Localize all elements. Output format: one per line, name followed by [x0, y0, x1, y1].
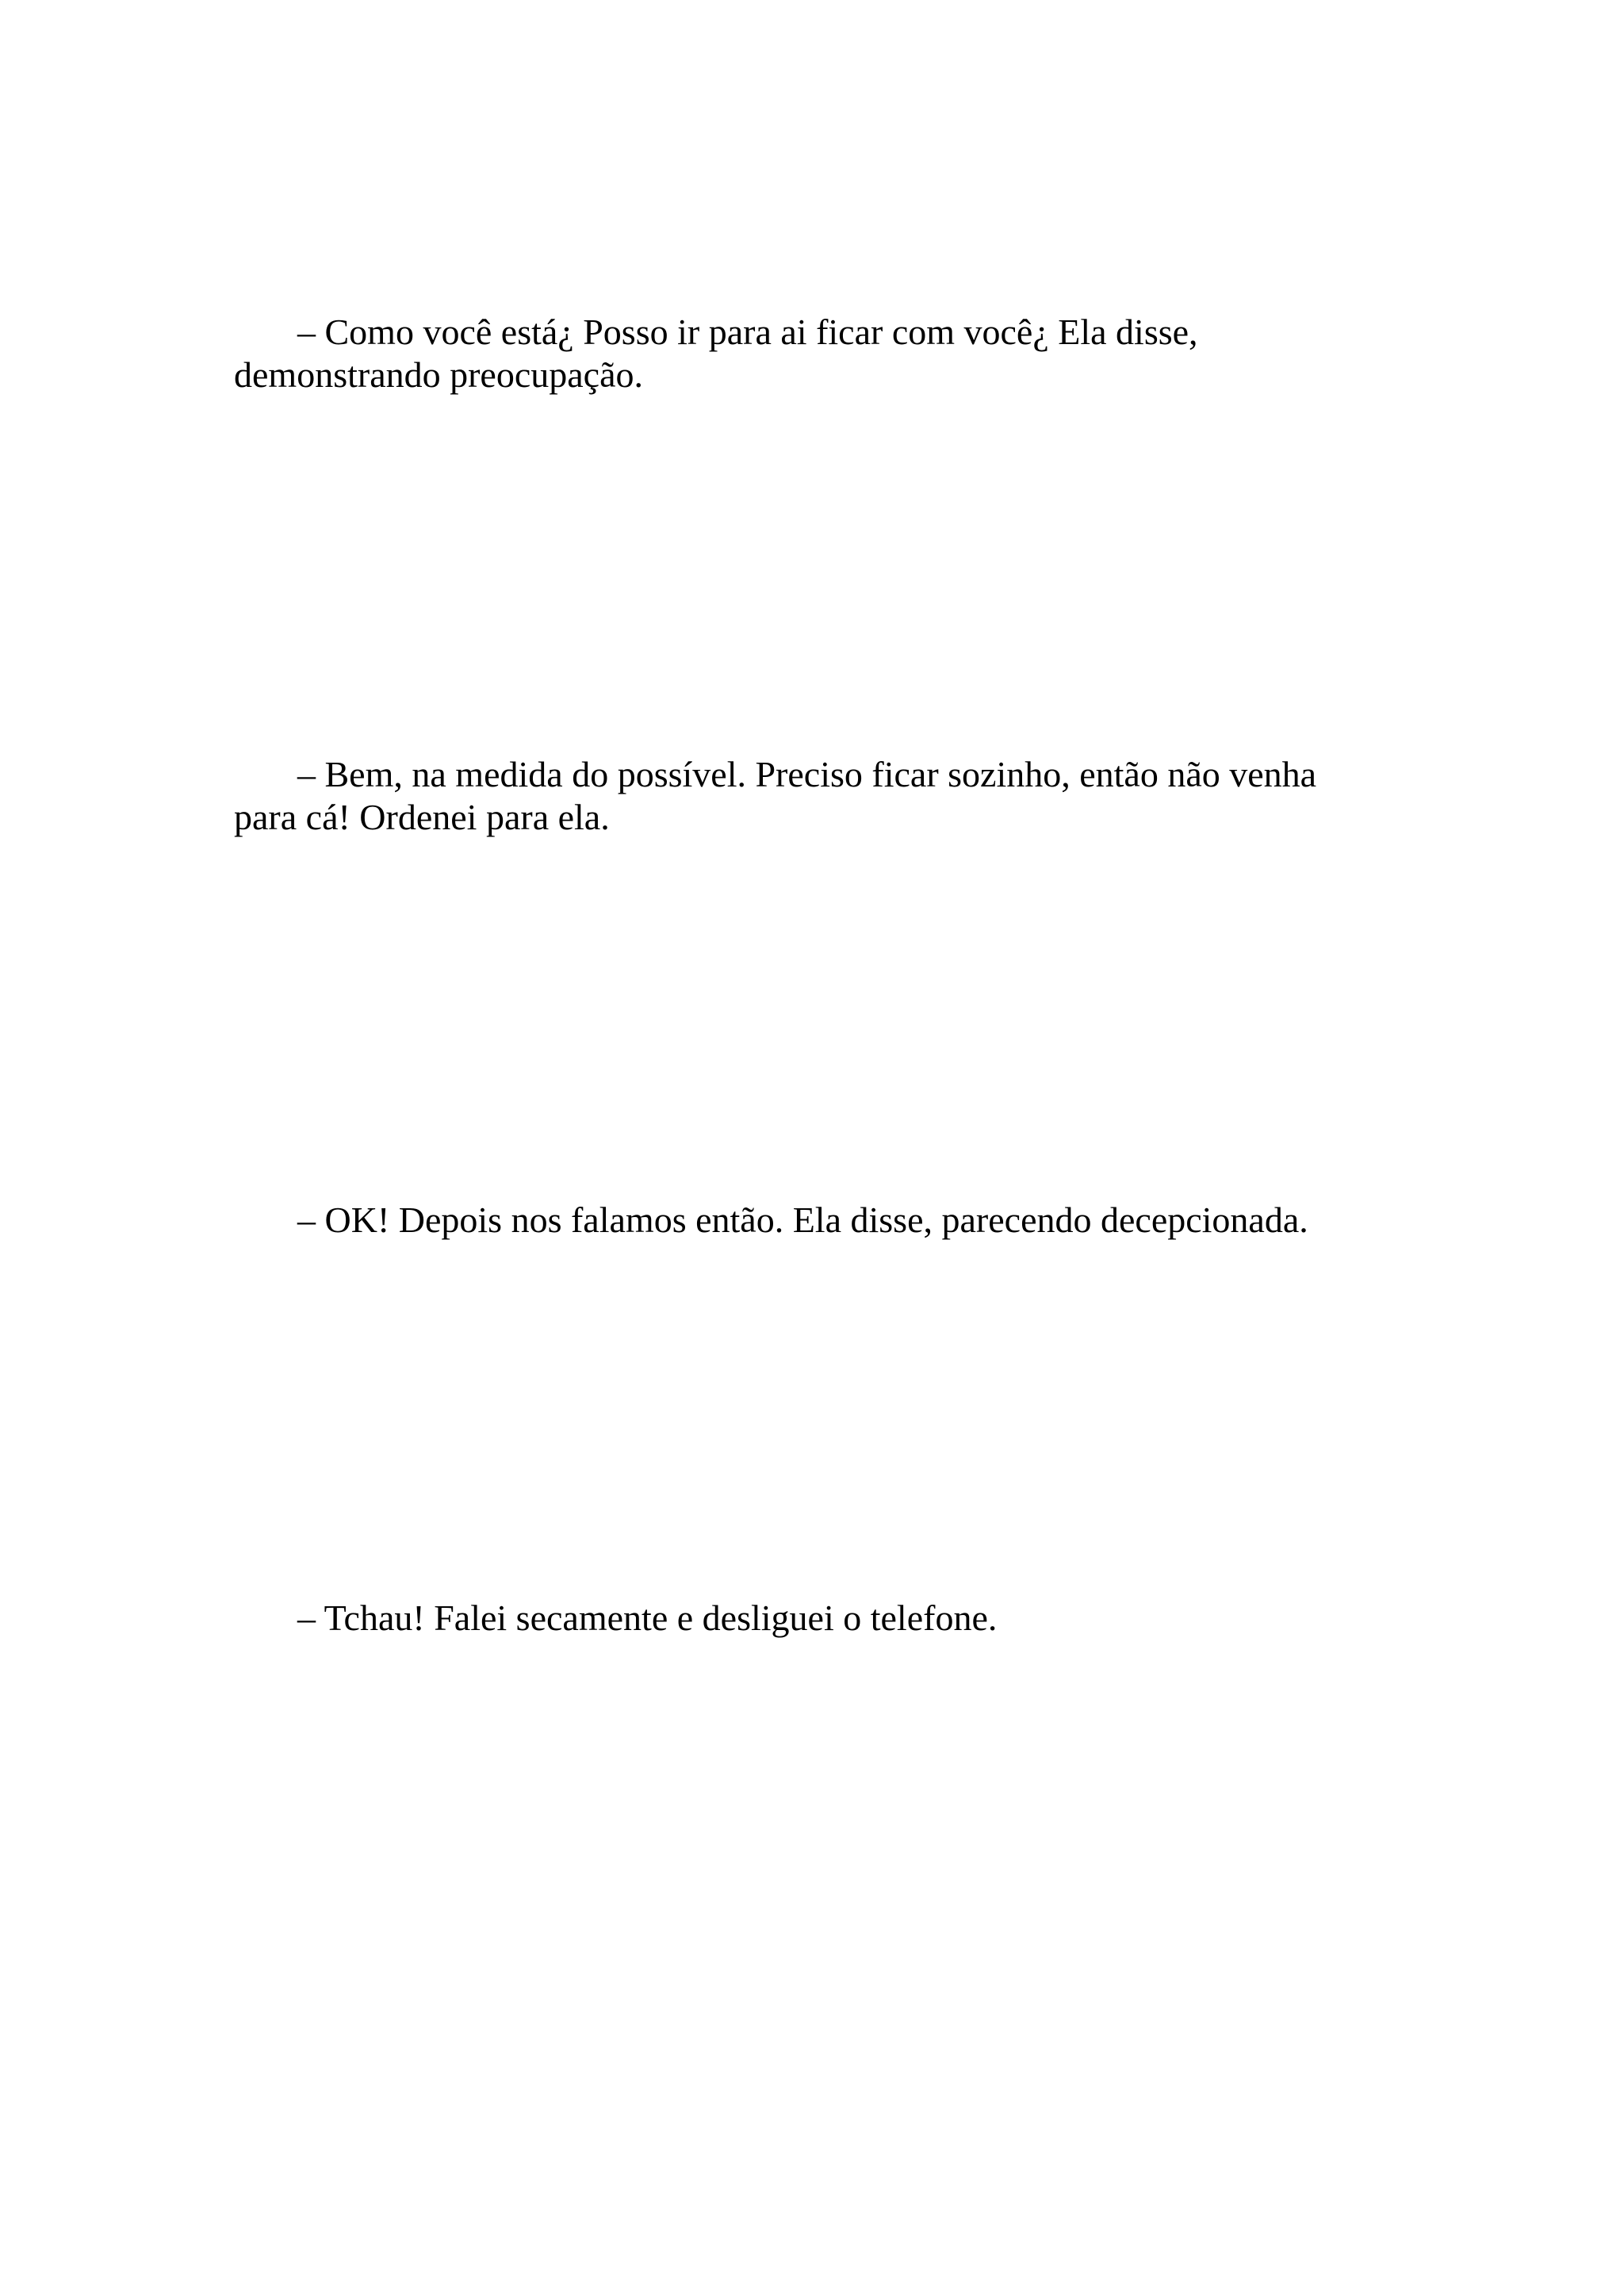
- paragraph-3-line-1: – OK! Depois nos falamos então. Ela disse, parecendo decepcionada.: [297, 1200, 1308, 1240]
- paragraph-2-line-1: – Bem, na medida do possível. Preciso ficar sozinho, então não venha: [297, 754, 1317, 794]
- paragraph-3: [234, 1199, 1400, 1242]
- paragraph-2: [234, 753, 1400, 839]
- paragraph-4: [234, 1597, 1400, 1640]
- paragraph-1: [234, 311, 1400, 396]
- paragraph-2-line-2: para cá! Ordenei para ela.: [234, 797, 610, 837]
- paragraph-1-line-2: demonstrando preocupação.: [234, 354, 644, 395]
- paragraph-4-line-1: – Tchau! Falei secamente e desliguei o telefone.: [297, 1598, 998, 1638]
- paragraph-1-line-1: – Como você está¿ Posso ir para ai ficar com você¿ Ela disse,: [297, 312, 1198, 352]
